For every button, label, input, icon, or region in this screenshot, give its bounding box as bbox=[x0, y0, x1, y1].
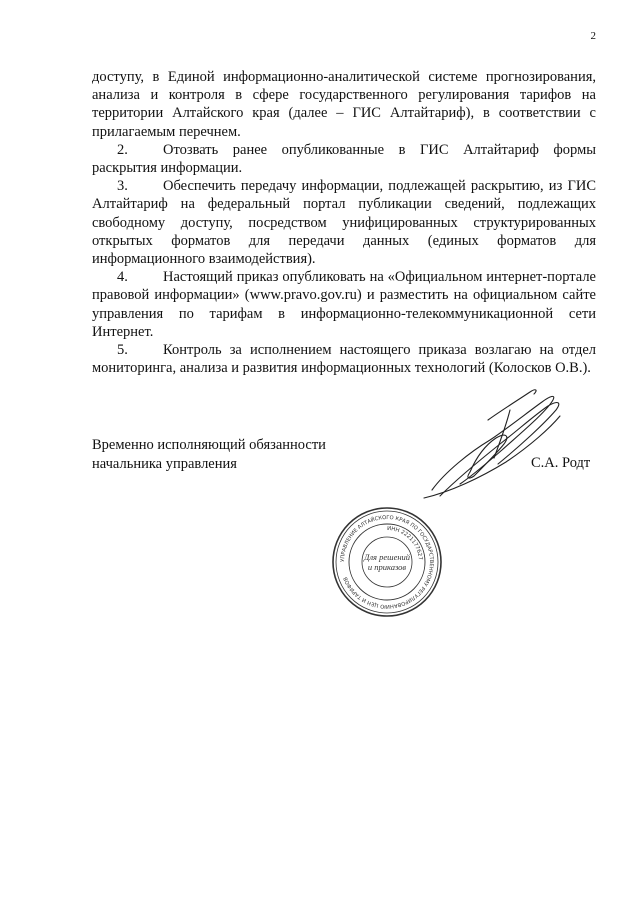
paragraph-1-continuation bbox=[92, 68, 596, 141]
paragraph-text: Настоящий приказ опубликовать на «Официальном интернет-портале правовой информации» (www.pravo.gov.ru) и разместить на официальном сайте управления по тарифам в информационно-телекоммуникационной сети Интернет. bbox=[92, 269, 596, 340]
paragraph-number: 3. bbox=[117, 178, 128, 195]
handwritten-signature bbox=[410, 380, 570, 505]
stamp-inn-text: ИНН 2221177627 bbox=[386, 525, 423, 561]
paragraph-4 bbox=[92, 268, 596, 341]
paragraph-2 bbox=[92, 141, 596, 177]
paragraph-text: Отозвать ранее опубликованные в ГИС Алтайтариф формы раскрытия информации. bbox=[92, 141, 596, 177]
paragraph-number: 5. bbox=[117, 342, 128, 359]
paragraph-number: 4. bbox=[117, 269, 128, 286]
document-body bbox=[92, 68, 596, 377]
page-number: 2 bbox=[590, 30, 596, 42]
paragraph-text: Контроль за исполнением настоящего приказа возлагаю на отдел мониторинга, анализа и развития информационных технологий (Колосков О.В.). bbox=[92, 342, 596, 377]
signatory-title bbox=[92, 436, 326, 473]
paragraph-5 bbox=[92, 341, 596, 377]
stamp-center-line1: Для решений bbox=[363, 552, 411, 562]
stamp-outer-text: УПРАВЛЕНИЕ АЛТАЙСКОГО КРАЯ ПО ГОСУДАРСТВЕННОМУ РЕГУЛИРОВАНИЮ ЦЕН И ТАРИФОВ bbox=[339, 514, 435, 610]
signatory-name: С.А. Родт bbox=[531, 455, 591, 471]
signatory-title-line2: начальника управления bbox=[92, 455, 237, 472]
official-stamp bbox=[331, 506, 443, 618]
stamp-center-line2: и приказов bbox=[367, 562, 407, 572]
paragraph-text: доступу, в Единой информационно-аналитической системе прогнозирования, анализа и контроля в сфере государственного регулирования тарифов на территории Алтайского края (далее – ГИС Алтайтариф), в соответствии с прилагаемым перечнем. bbox=[92, 69, 596, 140]
paragraph-number: 2. bbox=[117, 141, 128, 158]
paragraph-3 bbox=[92, 177, 596, 268]
paragraph-text: Обеспечить передачу информации, подлежащей раскрытию, из ГИС Алтайтариф на федеральный портал публикации сведений, подлежащих свободному доступу, посредством унифицированных структурированных открытых форматов для передачи данных (единых форматов для информационного взаимодействия). bbox=[92, 178, 596, 268]
signatory-title-line1: Временно исполняющий обязанности bbox=[92, 437, 326, 453]
